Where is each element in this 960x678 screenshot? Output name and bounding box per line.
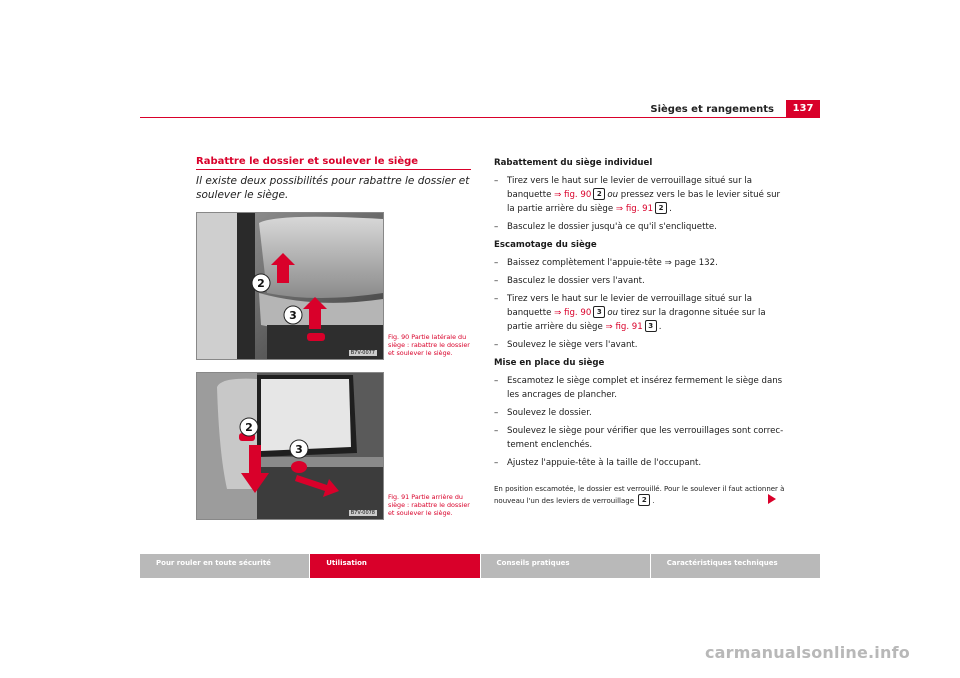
list-item: – Tirez vers le haut sur le levier de verrouillage situé sur la banquette ⇒ fig. 90 2 ou pressez vers le bas le levier situé sur la partie arrière du siège ⇒ fig. 91 2 . [494,176,781,214]
callout-badge: 2 [638,494,650,506]
svg-text:2: 2 [245,421,253,434]
seat-side-illustration [197,213,383,359]
running-header-title: Sièges et rangements [650,104,774,115]
section-intro: Il existe deux possibilités pour rabattre le dossier et soulever le siège. [196,175,470,201]
note-paragraph: En position escamotée, le dossier est verrouillé. Pour le soulever il faut actionner à nouveau l'un des leviers de verrouillage 2 . [494,485,785,505]
tab-usage[interactable]: Utilisation [310,554,479,578]
list-item: – Basculez le dossier jusqu'à ce qu'il s'encliquette. [494,222,717,232]
continue-arrow-icon [768,494,776,504]
seat-rear-illustration [197,373,383,519]
figure-90-label-3 [284,306,302,324]
figure-90-label-2 [252,274,270,292]
list-item: – Ajustez l'appuie-tête à la taille de l'occupant. [494,458,702,468]
figure-90-seat-side [196,212,384,360]
list-item: – Escamotez le siège complet et insérez fermement le siège dans les ancrages de plancher. [494,376,783,400]
heading-individual-folding: Rabattement du siège individuel [494,158,653,168]
list-item: – Tirez vers le haut sur le levier de verrouillage situé sur la banquette ⇒ fig. 90 3 ou tirez sur la dragonne située sur la partie arrière du siège ⇒ fig. 91 3 . [494,294,766,332]
svg-text:3: 3 [295,443,303,456]
figure-link[interactable]: ⇒ fig. 91 [605,322,643,332]
figure-91-label-3 [290,440,308,458]
figure-code: B7V-0078 [350,510,375,516]
svg-text:2: 2 [257,277,265,290]
callout-badge: 3 [645,320,657,332]
figure-91-seat-rear [196,372,384,520]
figure-91-label-2 [240,418,258,436]
header-divider [140,117,820,118]
instructions-column [494,156,784,470]
callout-badge: 2 [655,202,667,214]
figure-link[interactable]: ⇒ fig. 90 [554,308,592,318]
watermark: carmanualsonline.info [705,643,910,662]
figure-91-caption: Fig. 91 Partie arrière du siège : rabattre le dossier et soulever le siège. [388,493,470,517]
list-item: – Soulevez le dossier. [494,408,592,418]
figure-90-caption: Fig. 90 Partie latérale du siège : rabattre le dossier et soulever le siège. [388,333,470,357]
callout-badge: 2 [593,188,605,200]
svg-text:3: 3 [289,309,297,322]
figure-link[interactable]: ⇒ fig. 90 [554,190,592,200]
list-item: – Basculez le dossier vers l'avant. [494,276,645,286]
section-title: Rabattre le dossier et soulever le siège [196,156,419,167]
page-link[interactable]: ⇒ page 132. [664,258,718,268]
footer-nav [140,554,820,578]
list-item: – Baissez complètement l'appuie-tête ⇒ page 132. [494,258,718,268]
tab-practical-tips[interactable]: Conseils pratiques [481,554,650,578]
page-number: 137 [786,100,820,118]
figure-link[interactable]: ⇒ fig. 91 [615,204,654,214]
heading-seat-installation: Mise en place du siège [494,358,605,368]
list-item: – Soulevez le siège pour vérifier que les verrouillages sont correc-tement enclenchés. [494,426,784,450]
callout-badge: 3 [593,306,605,318]
heading-seat-stowing: Escamotage du siège [494,240,597,250]
section-divider [196,169,471,170]
tab-safety[interactable]: Pour rouler en toute sécurité [140,554,309,578]
tab-technical-specs[interactable]: Caractéristiques techniques [651,554,820,578]
figure-code: B7V-0077 [350,350,375,356]
list-item: – Soulevez le siège vers l'avant. [494,340,638,350]
